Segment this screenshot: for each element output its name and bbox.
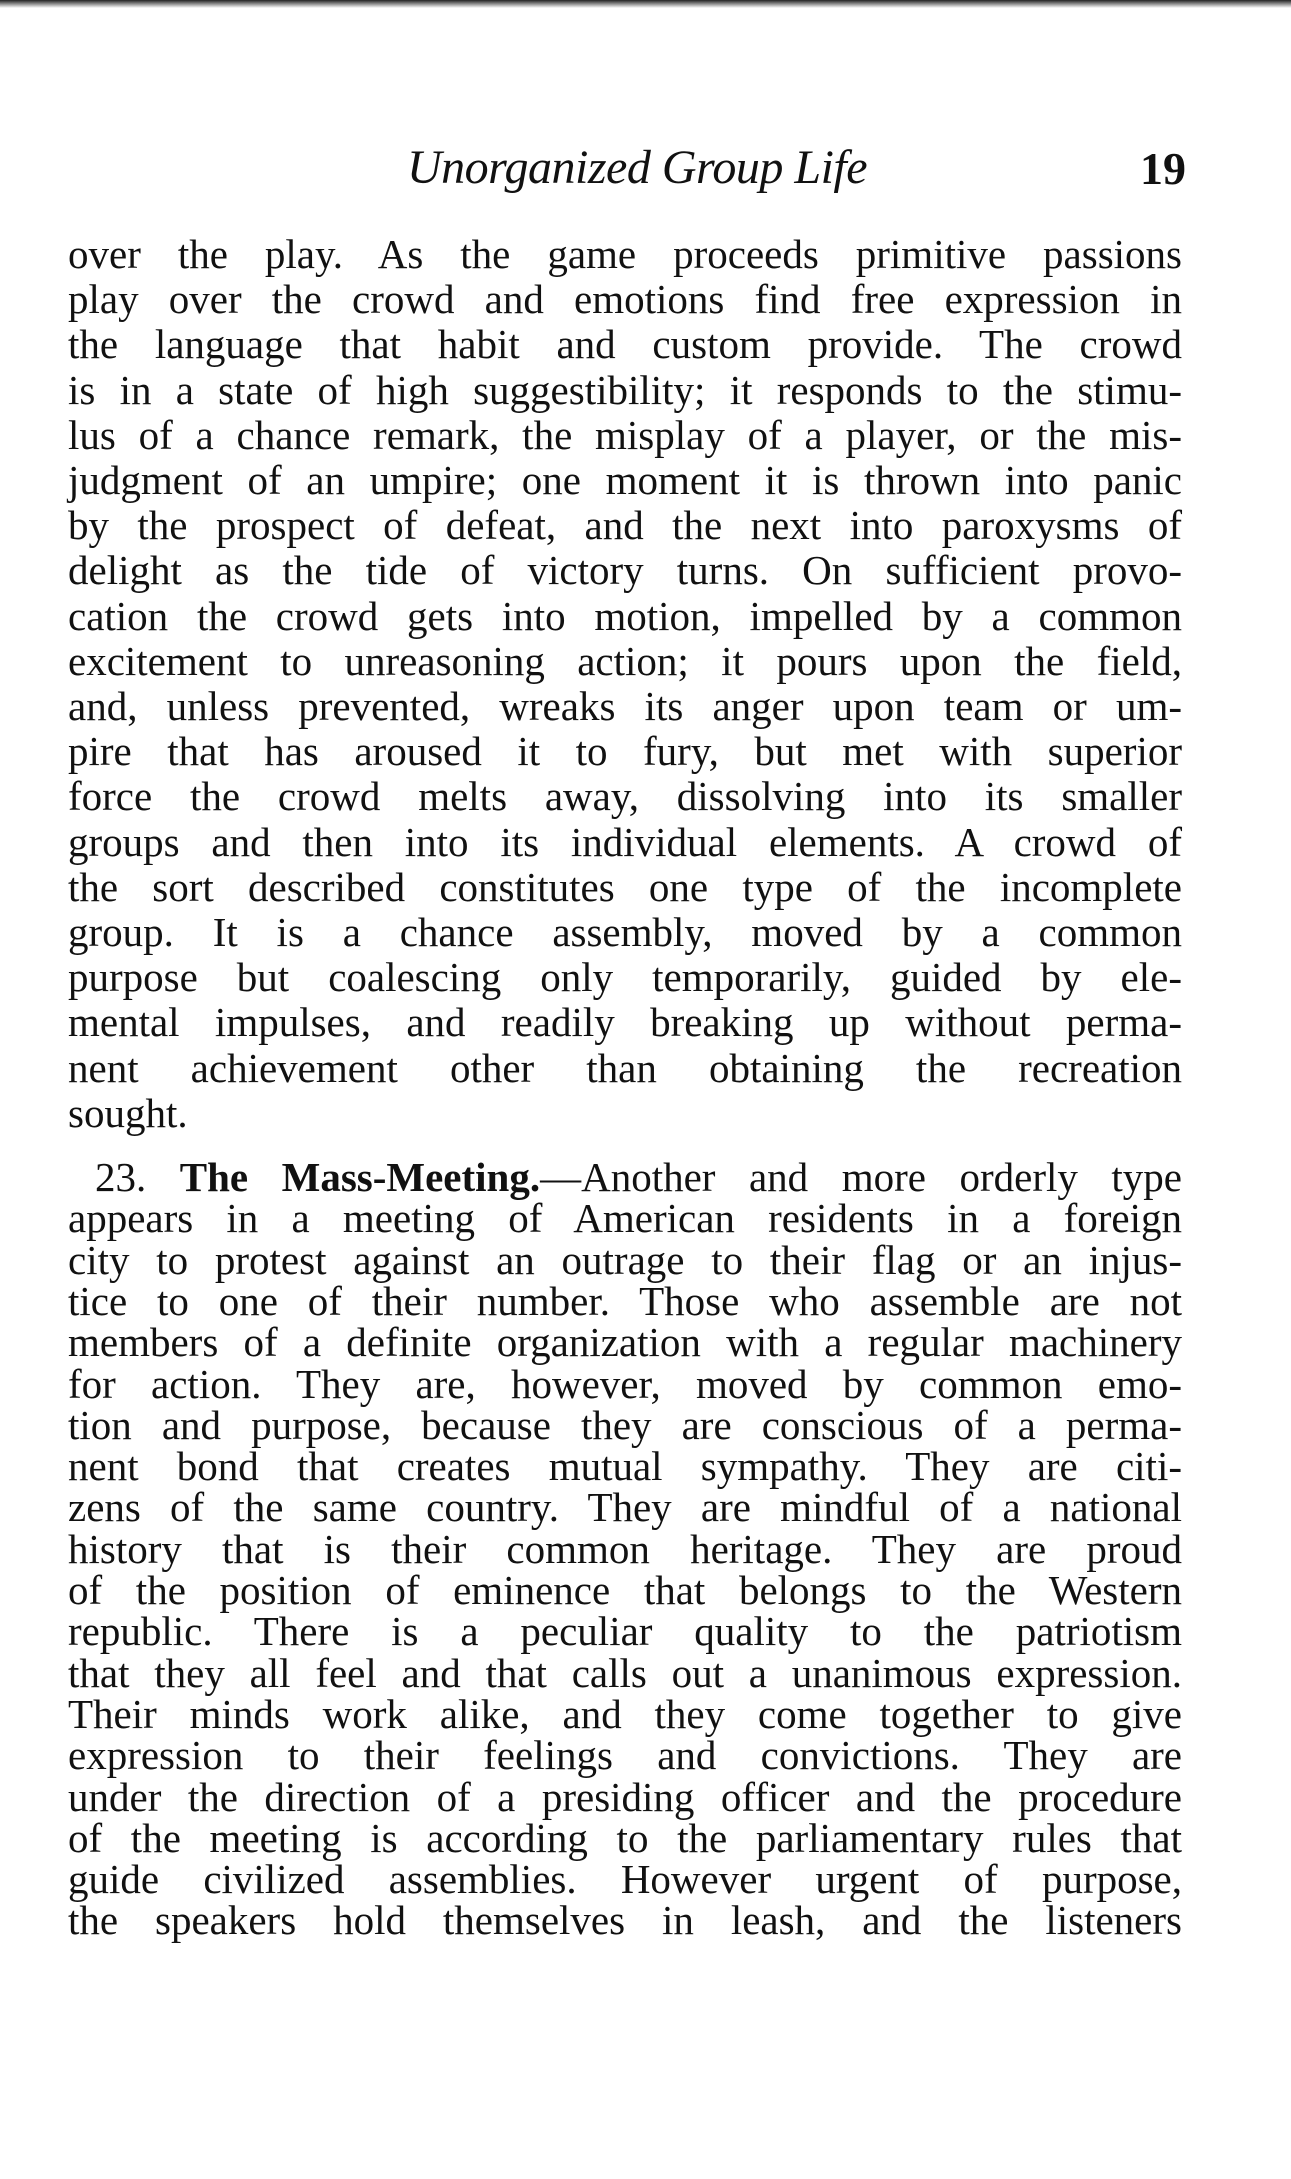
- text-line: groups and then into its individual elements. A crowd of: [68, 818, 1182, 865]
- text-line: city to protest against an outrage to their flag or an injus-: [68, 1236, 1182, 1283]
- text-line: zens of the same country. They are mindful of a national: [68, 1484, 1182, 1531]
- text-line: of the position of eminence that belongs to the Western: [68, 1567, 1182, 1613]
- text-line: purpose but coalescing only temporarily, guided by ele-: [68, 954, 1182, 1001]
- text-line: guide civilized assemblies. However urgent of purpose,: [68, 1856, 1182, 1903]
- text-line: the language that habit and custom provide. The crowd: [68, 321, 1182, 368]
- text-line: over the play. As the game proceeds primitive passions: [68, 231, 1182, 277]
- text-line: delight as the tide of victory turns. On sufficient provo-: [68, 547, 1182, 594]
- text-line: mental impulses, and readily breaking up without perma-: [68, 999, 1182, 1046]
- text-line: tion and purpose, because they are conscious of a perma-: [68, 1401, 1182, 1448]
- text-line: force the crowd melts away, dissolving into its smaller: [68, 773, 1182, 820]
- text-line: lus of a chance remark, the misplay of a player, or the mis-: [68, 411, 1182, 458]
- text-line: Their minds work alike, and they come together to give: [68, 1690, 1182, 1737]
- text-line-rest: —Another and more orderly type: [540, 1154, 1182, 1200]
- text-line: play over the crowd and emotions find free expression in: [68, 276, 1182, 323]
- text-line: group. It is a chance assembly, moved by a common: [68, 909, 1182, 955]
- text-line: the sort described constitutes one type of the incomplete: [68, 863, 1182, 910]
- text-line: judgment of an umpire; one moment it is thrown into panic: [68, 457, 1182, 503]
- text-line: republic. There is a peculiar quality to the patriotism: [68, 1608, 1182, 1655]
- section-number: 23.: [95, 1154, 147, 1200]
- text-line: members of a definite organization with a regular machinery: [68, 1319, 1182, 1366]
- text-line: for action. They are, however, moved by common emo-: [68, 1360, 1182, 1407]
- text-line: cation the crowd gets into motion, impelled by a common: [68, 592, 1182, 639]
- text-line: excitement to unreasoning action; it pours upon the field,: [68, 637, 1182, 684]
- text-line: nent achievement other than obtaining the recreation: [68, 1044, 1182, 1091]
- text-line: pire that has aroused it to fury, but met with superior: [68, 728, 1182, 775]
- text-line: and, unless prevented, wreaks its anger upon team or um-: [68, 683, 1182, 729]
- text-line: the speakers hold themselves in leash, and the listeners: [68, 1897, 1182, 1944]
- text-line: under the direction of a presiding officer and the procedure: [68, 1773, 1182, 1820]
- text-line: of the meeting is according to the parliamentary rules that: [68, 1814, 1182, 1861]
- text-line: appears in a meeting of American residents in a foreign: [68, 1195, 1182, 1242]
- text-line: history that is their common heritage. They are proud: [68, 1525, 1182, 1572]
- running-head: Unorganized Group Life: [406, 141, 868, 194]
- text-line: tice to one of their number. Those who assemble are not: [68, 1277, 1182, 1324]
- text-line: that they all feel and that calls out a unanimous expression.: [68, 1649, 1182, 1696]
- text-line: sought.: [68, 1089, 188, 1136]
- scan-edge: [0, 0, 1291, 8]
- text-line: nent bond that creates mutual sympathy. They are citi-: [68, 1443, 1182, 1490]
- text-line: by the prospect of defeat, and the next into paroxysms of: [68, 502, 1182, 549]
- text-line: [95, 1155, 1182, 1199]
- text-line: expression to their feelings and convictions. They are: [68, 1732, 1182, 1779]
- page-number: 19: [1140, 143, 1186, 194]
- text-line: is in a state of high suggestibility; it responds to the stimu-: [68, 366, 1182, 413]
- section-title: The Mass-Meeting.: [179, 1154, 541, 1200]
